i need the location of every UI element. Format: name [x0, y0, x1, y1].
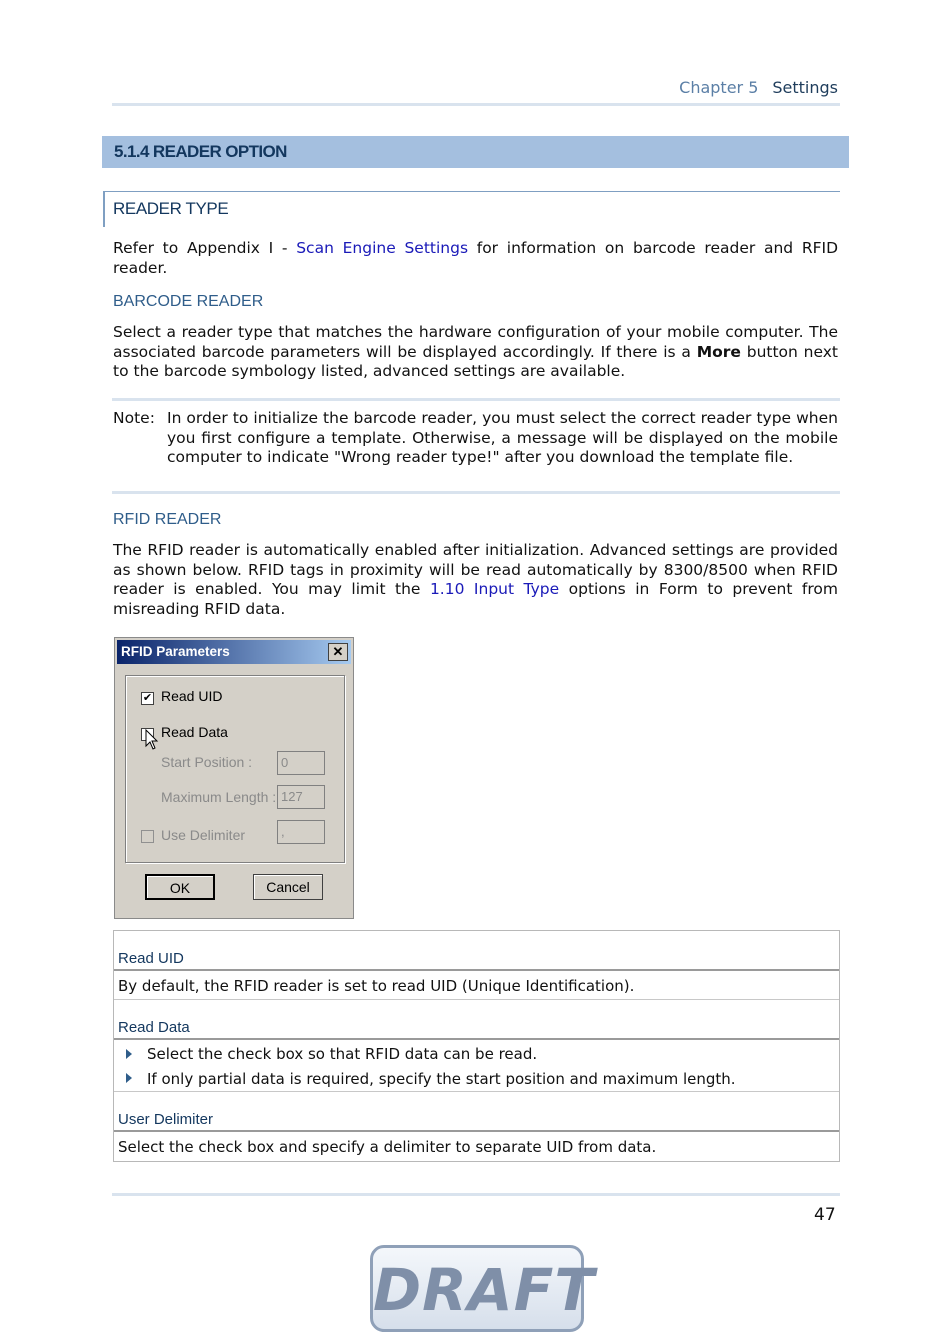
bullet-icon — [126, 1049, 132, 1059]
bullet-icon — [126, 1073, 132, 1083]
maximum-length-label: Maximum Length : — [161, 789, 277, 805]
barcode-reader-heading: BARCODE READER — [113, 293, 264, 310]
read-data-heading: Read Data — [118, 1019, 190, 1036]
dialog-groupbox — [125, 675, 345, 863]
more-keyword: More — [696, 342, 741, 361]
parameter-table — [113, 930, 840, 1162]
table-rule — [114, 969, 839, 971]
footer-rule — [112, 1193, 840, 1196]
note-bottom-rule — [112, 491, 840, 494]
read-data-bullet-1: Select the check box so that RFID data can be read. — [147, 1045, 538, 1063]
reader-type-paragraph — [113, 239, 838, 278]
rfid-parameters-dialog — [114, 637, 354, 919]
dialog-titlebar[interactable] — [117, 640, 351, 664]
scan-engine-settings-link[interactable]: Scan Engine Settings — [296, 239, 469, 257]
draft-watermark — [370, 1245, 595, 1332]
read-uid-label: Read UID — [161, 688, 223, 704]
reader-type-text-2: for information on barcode reader and RFID reader. — [113, 239, 839, 277]
cancel-button[interactable]: Cancel — [253, 874, 323, 900]
read-data-bullet-2: If only partial data is required, specify the start position and maximum length. — [147, 1070, 736, 1088]
draft-watermark-text: DRAFT — [373, 1256, 595, 1324]
start-position-field[interactable]: 0 — [277, 751, 325, 775]
use-delimiter-label: Use Delimiter — [161, 827, 246, 843]
read-uid-checkbox[interactable]: ✔ — [142, 692, 153, 704]
use-delimiter-checkbox[interactable] — [141, 830, 154, 843]
chapter-label: Chapter 5 — [679, 78, 759, 97]
note-label: Note: — [113, 409, 155, 427]
running-header — [679, 78, 838, 97]
mouse-cursor-icon — [145, 729, 159, 751]
barcode-reader-paragraph — [113, 323, 838, 382]
table-rule — [114, 1130, 839, 1132]
close-icon[interactable]: ✕ — [328, 643, 348, 661]
delimiter-field[interactable]: , — [277, 820, 325, 844]
read-uid-description: By default, the RFID reader is set to read UID (Unique Identification). — [118, 977, 635, 995]
rfid-text-1: The RFID reader is automatically enabled after initialization. Advanced settings are provided as shown below. RFID tags in proximity will be read automatically by 8300/8500 when RFID reader is enabled. You may limit the — [113, 541, 838, 598]
page-number: 47 — [814, 1205, 836, 1225]
note-text: In order to initialize the barcode reader, you must select the correct reader type when you first configure a template. Otherwise, a message will be displayed on the mobile computer to indicate "Wrong reader type!" after you download the template file. — [167, 409, 838, 466]
reader-type-text-1: Refer to Appendix I - — [113, 239, 297, 257]
dialog-title: RFID Parameters — [121, 644, 230, 659]
user-delimiter-description: Select the check box and specify a delimiter to separate UID from data. — [118, 1138, 657, 1156]
table-separator — [114, 999, 839, 1000]
start-position-label: Start Position : — [161, 754, 253, 770]
section-title: 5.1.4 READER OPTION — [102, 136, 849, 168]
read-data-label: Read Data — [161, 724, 228, 740]
table-rule — [114, 1038, 839, 1040]
user-delimiter-heading: User Delimiter — [118, 1111, 214, 1128]
note-top-rule — [112, 398, 840, 401]
header-rule — [112, 103, 840, 106]
input-type-link[interactable]: 1.10 Input Type — [429, 580, 560, 598]
barcode-text-2: button next to the barcode symbology listed, advanced settings are available. — [113, 342, 838, 380]
reader-type-heading: READER TYPE — [113, 199, 229, 218]
rfid-reader-heading: RFID READER — [113, 511, 222, 528]
ok-button[interactable]: OK — [145, 874, 215, 900]
section-label: Settings — [772, 78, 838, 97]
rfid-text-2: options in Form to prevent from misreading RFID data. — [113, 580, 839, 618]
barcode-text-1: Select a reader type that matches the hardware configuration of your mobile computer. The associated barcode parameters will be displayed accordingly. If there is a — [113, 323, 838, 361]
read-uid-heading: Read UID — [118, 950, 184, 967]
maximum-length-field[interactable]: 127 — [277, 785, 325, 809]
table-separator — [114, 1091, 839, 1092]
rfid-reader-paragraph — [113, 541, 838, 619]
